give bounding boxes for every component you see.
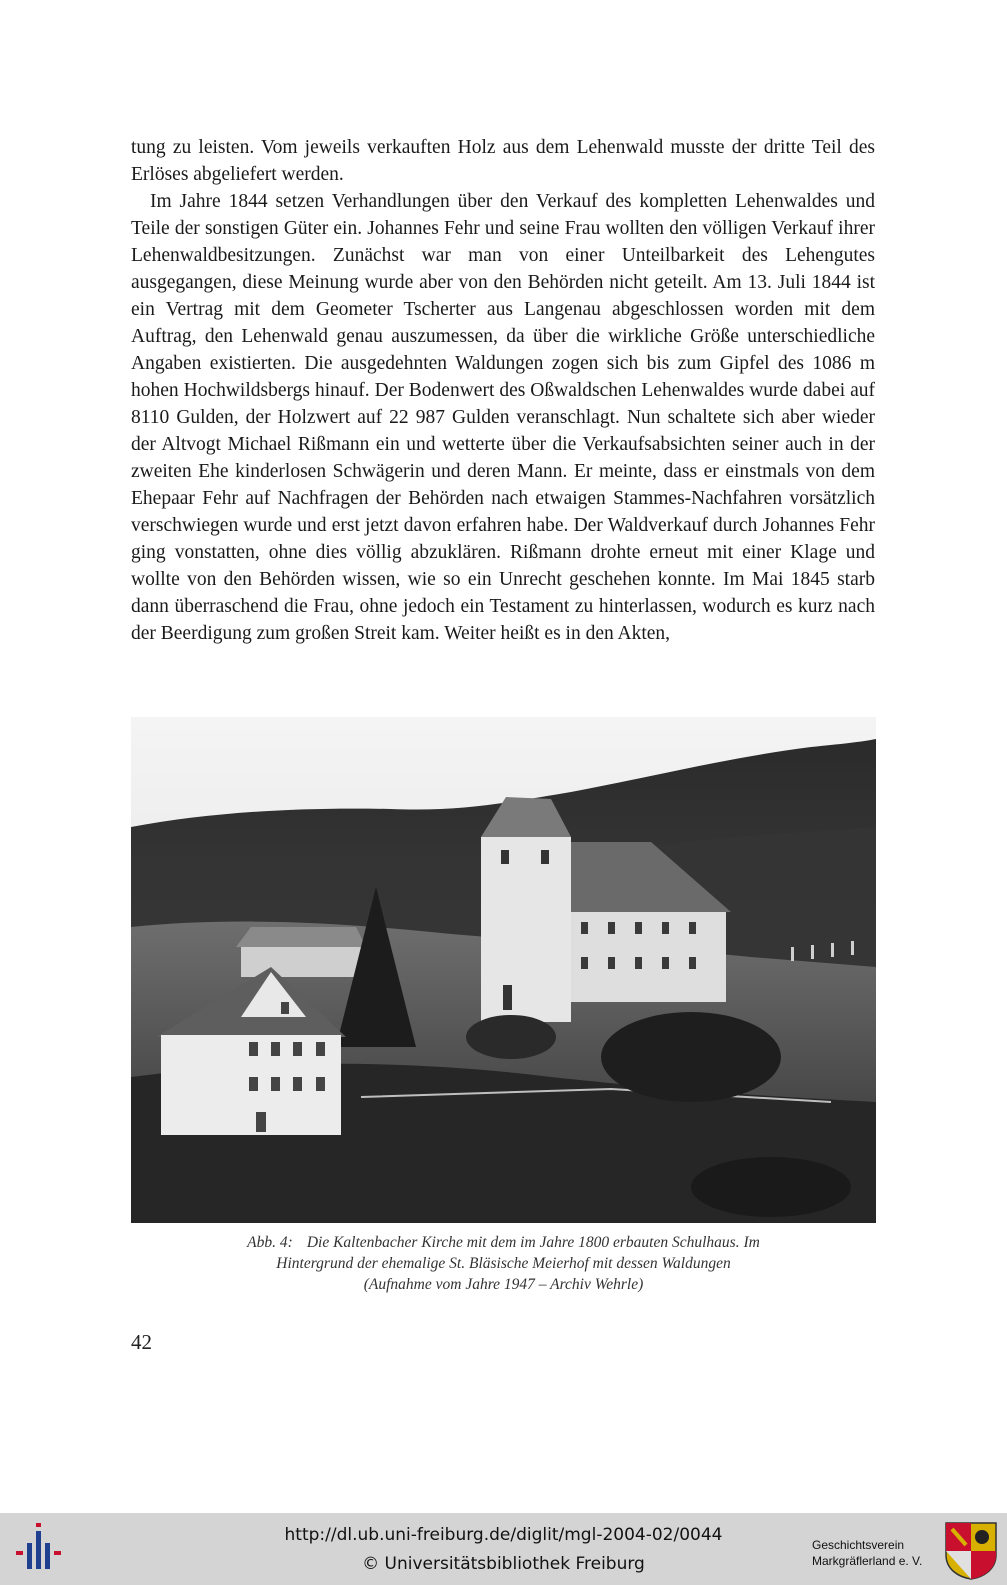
body-text bbox=[131, 134, 875, 647]
page-number: 42 bbox=[131, 1330, 152, 1354]
church-photo bbox=[131, 717, 876, 1223]
caption-text-1: Die Kaltenbacher Kirche mit dem im Jahre 1800 erbauten Schulhaus. Im bbox=[306, 1234, 760, 1251]
figure-caption bbox=[131, 1232, 876, 1295]
figure-label: Abb. 4: bbox=[247, 1234, 293, 1251]
caption-line-2: Hintergrund der ehemalige St. Bläsische Meierhof mit dessen Waldungen bbox=[276, 1255, 731, 1272]
caption-line-3: (Aufnahme vom Jahre 1947 – Archiv Wehrle) bbox=[363, 1276, 644, 1293]
caption-line-1 bbox=[131, 1232, 876, 1253]
document-url[interactable]: http://dl.ub.uni-freiburg.de/diglit/mgl-2004-02/0044 bbox=[284, 1525, 723, 1545]
footer-bar bbox=[0, 1513, 1007, 1585]
society-line-1: Geschichtsverein bbox=[812, 1538, 905, 1552]
paragraph-1: tung zu leisten. Vom jeweils verkauften Holz aus dem Lehenwald musste der dritte Teil des Erlöses abgeliefert werden. bbox=[131, 137, 875, 185]
paragraph-2: Im Jahre 1844 setzen Verhandlungen über den Verkauf des kompletten Lehenwaldes und Teile der sonstigen Güter ein. Johannes Fehr und seine Frau wollten den völligen Verkauf ihrer Lehenwaldbesitzungen. Zunächst war man von einer Unteilbarkeit des Lehengutes ausgegangen, diese Meinung wurde aber von den Behörden nicht geteilt. Am 13. Juli 1844 ist ein Vertrag mit dem Geometer Tscherter aus Langenau abgeschlossen worden mit dem Auftrag, den Lehenwald genau auszumessen, da über die wirkliche Größe unterschiedliche Angaben existierten. Die ausgedehnten Waldungen zogen sich bis zum Gipfel des 1086 m hohen Hochwildsbergs hinauf. Der Bodenwert des Oßwaldschen Lehenwaldes wurde dabei auf 8110 Gulden, der Holzwert auf 22 987 Gulden veranschlagt. Nun schaltete sich aber wieder der Altvogt Michael Rißmann ein und wetterte über die Verkaufsabsichten seiner auch in der zweiten Ehe kinderlosen Schwägerin und deren Mann. Er meinte, dass er einstmals von dem Ehepaar Fehr auf Nachfragen der Behörden nach etwaigen Stammes-Nachfahren vorsätzlich verschwiegen wurde und erst jetzt davon erfahren habe. Der Waldverkauf durch Johannes Fehr ging vonstatten, ohne dies völlig abzuklären. Rißmann drohte erneut mit einer Klage und wollte von den Behörden wissen, wie so ein Unrecht geschehen konnte. Im Mai 1845 starb dann überraschend die Frau, ohne jedoch ein Testament zu hinterlassen, wodurch es kurz nach der Beerdigung zum großen Streit kam. Weiter heißt es in den Akten, bbox=[131, 191, 875, 644]
society-line-2: Markgräflerland e. V. bbox=[812, 1554, 923, 1568]
society-name bbox=[812, 1537, 922, 1569]
copyright-notice: © Universitätsbibliothek Freiburg bbox=[362, 1554, 645, 1574]
coat-of-arms-icon bbox=[944, 1521, 998, 1581]
